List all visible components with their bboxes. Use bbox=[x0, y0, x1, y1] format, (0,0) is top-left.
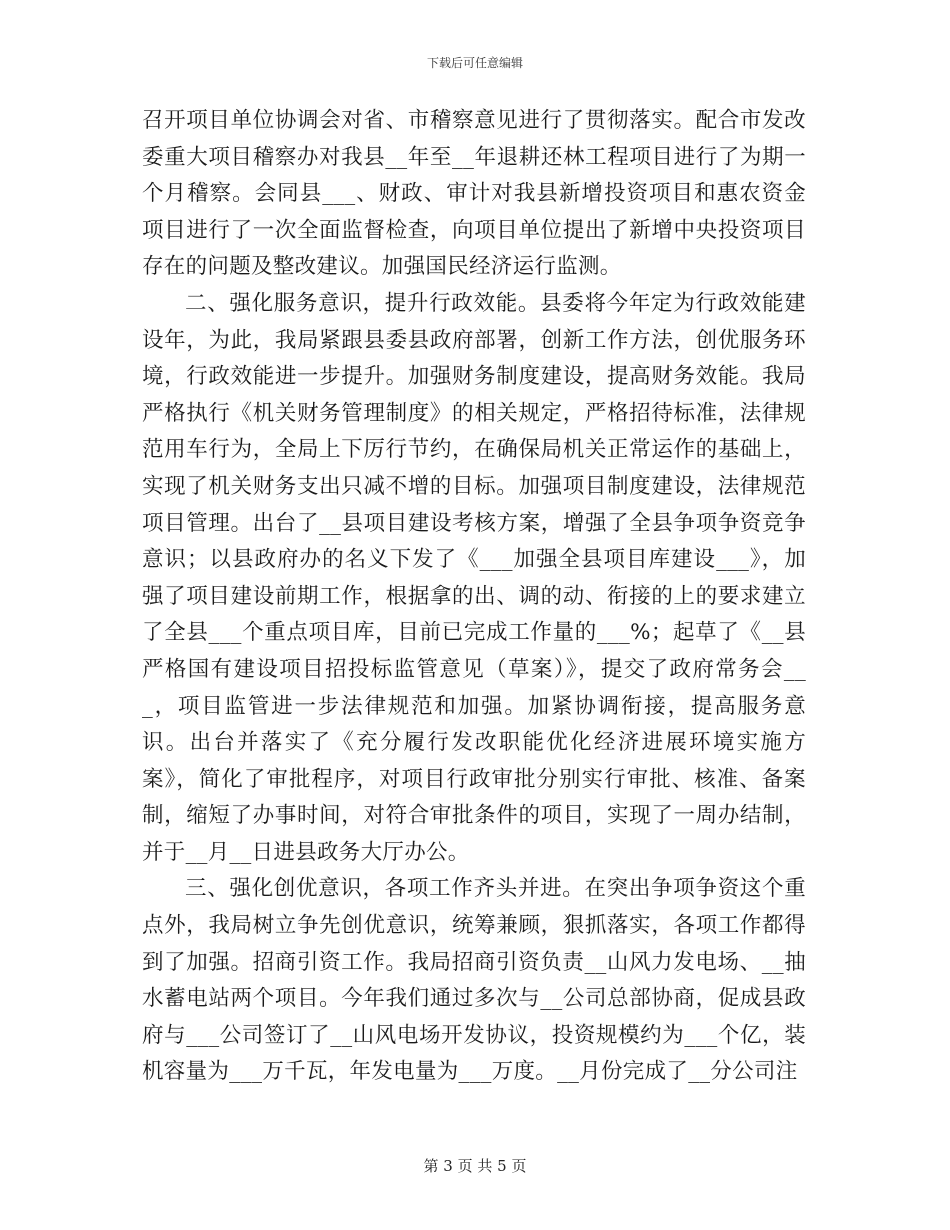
page-number-footer: 第 3 页 共 5 页 bbox=[423, 1157, 527, 1175]
page-header: 下载后可任意编辑 bbox=[426, 56, 523, 70]
paragraph-section-two: 二、强化服务意识，提升行政效能。县委将今年定为行政效能建设年，为此，我局紧跟县委县政府部署，创新工作方法，创优服务环境，行政效能进一步提升。加强财务制度建设，提高财务效能。我局严格执行《机关财务管理制度》的相关规定，严格招待标准，法律规范用车行为，全局上下厉行节约，在确保局机关正常运作的基础上，实现了机关财务支出只减不增的目标。加强项目制度建设，法律规范项目管理。出台了__县项目建设考核方案，增强了全县争项争资竞争意识；以县政府办的名义下发了《___加强全县项目库建设___》，加强了项目建设前期工作，根据拿的出、调的动、衔接的上的要求建立了全县___个重点项目库，目前已完成工作量的___%；起草了《__县严格国有建设项目招投标监管意见（草案）》，提交了政府常务会___，项目监管进一步法律规范和加强。加紧协调衔接，提高服务意识。出台并落实了《充分履行发改职能优化经济进展环境实施方案》，简化了审批程序，对项目行政审批分别实行审批、核准、备案制，缩短了办事时间，对符合审批条件的项目，实现了一周办结制，并于__月__日进县政务大厅办公。 bbox=[142, 290, 806, 865]
document-body bbox=[142, 103, 806, 1091]
paragraph-continuation: 召开项目单位协调会对省、市稽察意见进行了贯彻落实。配合市发改委重大项目稽察办对我县__年至__年退耕还林工程项目进行了为期一个月稽察。会同县___、财政、审计对我县新增投资项目和惠农资金项目进行了一次全面监督检查，向项目单位提出了新增中央投资项目存在的问题及整改建议。加强国民经济运行监测。 bbox=[142, 108, 806, 280]
paragraph-section-three: 三、强化创优意识，各项工作齐头并进。在突出争项争资这个重点外，我局树立争先创优意识，统筹兼顾，狠抓落实，各项工作都得到了加强。招商引资工作。我局招商引资负责__山风力发电场、__抽水蓄电站两个项目。今年我们通过多次与__公司总部协商，促成县政府与___公司签订了__山风电场开发协议，投资规模约为___个亿，装机容量为___万千瓦，年发电量为___万度。__月份完成了__分公司注 bbox=[142, 876, 806, 1085]
